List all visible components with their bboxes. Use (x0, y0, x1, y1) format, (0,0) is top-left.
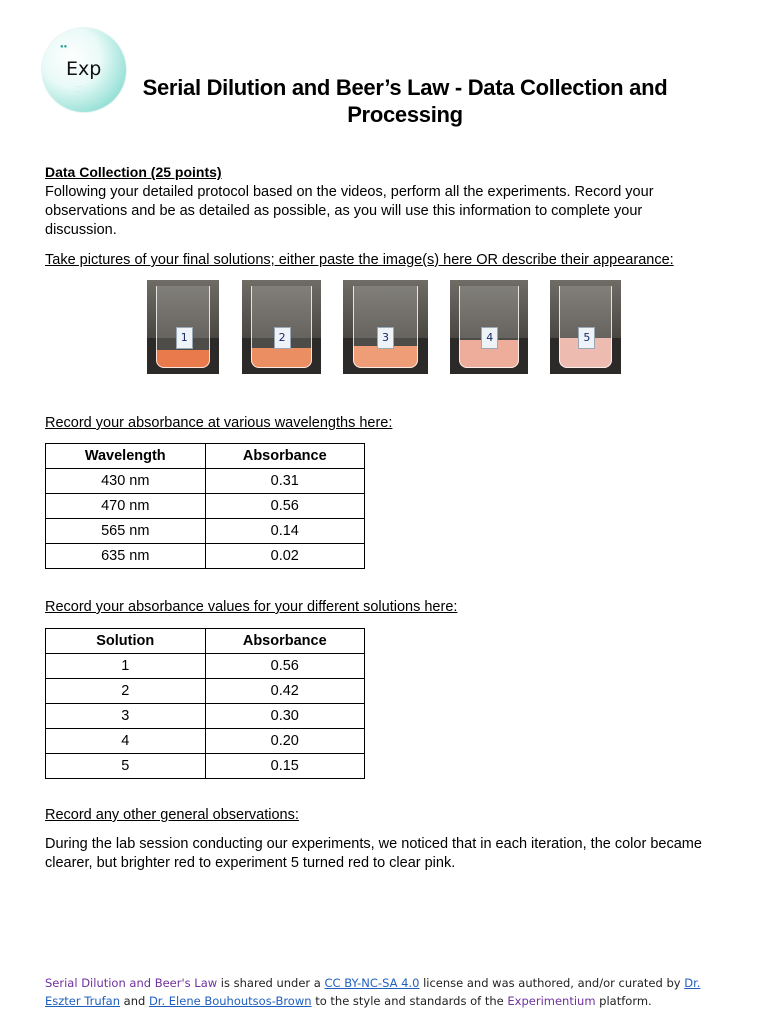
absorbance-cell: 0.02 (205, 544, 365, 569)
observations-label: Record any other general observations: (45, 807, 299, 823)
beaker-photo (242, 280, 321, 374)
absorbance-cell: 0.31 (205, 469, 365, 494)
table-row (46, 679, 365, 704)
absorbance-cell: 0.20 (205, 729, 365, 754)
table-header-row (46, 629, 365, 654)
logo-text: Exp (66, 58, 102, 80)
table-row (46, 469, 365, 494)
absorbance-cell: 0.30 (205, 704, 365, 729)
footer-work-title: Serial Dilution and Beer's Law (45, 976, 218, 990)
table-row (46, 729, 365, 754)
wavelength-cell: 565 nm (46, 519, 206, 544)
license-footer (45, 974, 735, 1010)
solution-cell: 5 (46, 754, 206, 779)
wavelength-label: Record your absorbance at various wavelengths here: (45, 415, 393, 431)
footer-text: to the style and standards of the (311, 994, 508, 1008)
solution-cell: 2 (46, 679, 206, 704)
observations-text: During the lab session conducting our experiments, we noticed that in each iteration, the color became clearer, but brighter red to experiment 5 turned red to clear pink. (45, 836, 702, 871)
footer-text: platform. (595, 994, 652, 1008)
beaker-photo (450, 280, 528, 374)
logo-fine-print: ······· ···· (76, 84, 83, 93)
wavelength-cell: 635 nm (46, 544, 206, 569)
solution-table (45, 628, 365, 779)
absorbance-cell: 0.15 (205, 754, 365, 779)
table-row (46, 544, 365, 569)
table-row (46, 519, 365, 544)
column-header: Wavelength (46, 444, 206, 469)
table-row (46, 494, 365, 519)
beaker-photo (147, 280, 219, 374)
beaker-photo (343, 280, 428, 374)
solution-cell: 4 (46, 729, 206, 754)
beaker-photo (550, 280, 621, 374)
author-link[interactable]: Dr. Elene Bouhoutsos-Brown (148, 994, 312, 1008)
table-header-row (46, 444, 365, 469)
intro-paragraph: Following your detailed protocol based on the videos, perform all the experiments. Record your observations and be as detailed as possible, as you will use this information to complete your discussion. (45, 184, 654, 238)
pictures-label: Take pictures of your final solutions; either paste the image(s) here OR describe their appearance: (45, 252, 674, 268)
logo-dots: ●● (60, 44, 68, 50)
wavelength-table (45, 443, 365, 569)
footer-text: and (120, 994, 149, 1008)
column-header: Absorbance (205, 444, 365, 469)
page-title: Serial Dilution and Beer’s Law - Data Collection and Processing (142, 75, 668, 127)
beaker-tag: 4 (481, 327, 498, 349)
absorbance-cell: 0.14 (205, 519, 365, 544)
license-link[interactable]: CC BY-NC-SA 4.0 (324, 976, 420, 990)
column-header: Solution (46, 629, 206, 654)
footer-text: is shared under a (217, 976, 325, 990)
author-link[interactable]: Dr. Eszter Trufan (45, 976, 701, 1008)
beaker-tag: 3 (377, 327, 394, 349)
beaker-tag: 5 (578, 327, 595, 349)
footer-platform: Experimentium (507, 994, 596, 1008)
table-row (46, 754, 365, 779)
beaker-tag: 2 (274, 327, 291, 349)
table-row (46, 654, 365, 679)
solution-cell: 3 (46, 704, 206, 729)
absorbance-cell: 0.56 (205, 494, 365, 519)
absorbance-cell: 0.56 (205, 654, 365, 679)
solution-cell: 1 (46, 654, 206, 679)
footer-text: license and was authored, and/or curated by (419, 976, 685, 990)
table-row (46, 704, 365, 729)
beaker-tag: 1 (176, 327, 193, 349)
column-header: Absorbance (205, 629, 365, 654)
wavelength-cell: 470 nm (46, 494, 206, 519)
solutions-label: Record your absorbance values for your different solutions here: (45, 599, 458, 615)
wavelength-cell: 430 nm (46, 469, 206, 494)
beaker-photos (0, 280, 768, 376)
data-collection-heading: Data Collection (25 points) (45, 164, 222, 180)
absorbance-cell: 0.42 (205, 679, 365, 704)
